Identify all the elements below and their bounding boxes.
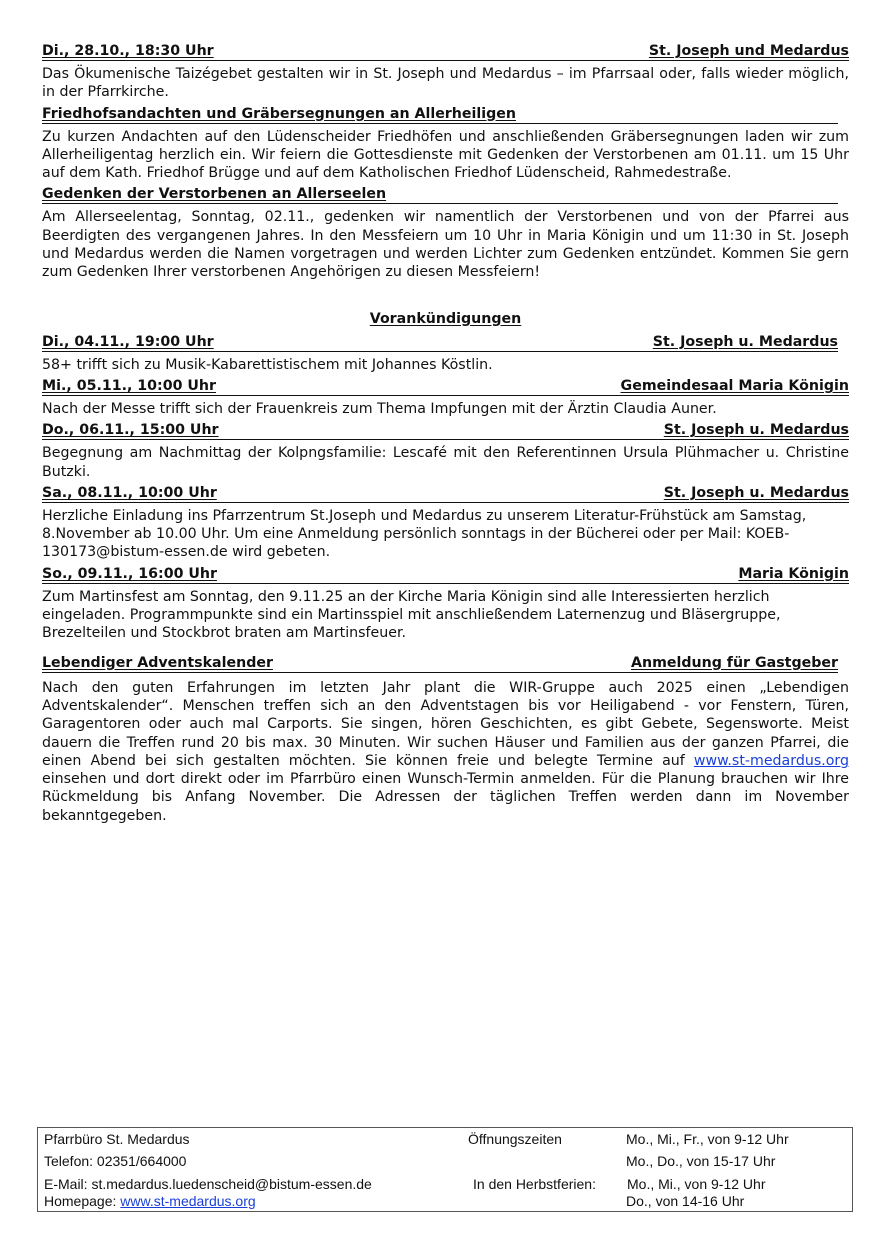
announcement-header — [42, 484, 849, 503]
announcement-text: Begegnung am Nachmittag der Kolpngsfamilie: Lescafé mit den Referentinnen Ursula Plühmacher u. Christine Butzki. — [42, 445, 849, 480]
advent-text-after: einsehen und dort direkt oder im Pfarrbüro einen Wunsch-Termin anmelden. Für die Planung brauchen wir Ihre Rückmeldung bis Anfang November. Die Adressen der täglichen Treffen werden dann im November bekanntgegeben. — [42, 771, 849, 824]
section-text: Am Allerseelentag, Sonntag, 02.11., gedenken wir namentlich der Verstorbenen und von der Pfarrei aus Beerdigten des vergangenen Jahres. In den Messfeiern um 10 Uhr in Maria Königin und um 11:30 in St. Joseph und Medardus werden die Namen vorgetragen und werden Lichter zum Gedenken entzündet. Kommen Sie gern zum Gedenken Ihrer verstorbenen Angehörigen zu diesen Messfeiern! — [42, 209, 849, 281]
advent-text-before: Nach den guten Erfahrungen im letzten Jahr plant die WIR-Gruppe auch 2025 einen „Lebendigen Adventskalender“. Menschen treffen sich an den Adventstagen bis vor Heiligabend - vor Fenstern, Türen, Garagentoren oder auch mal Carports. Sie singen, hören Geschichten, es gibt Gebete, Segensworte. Meist dauern die Treffen rund 20 bis max. 30 Minuten. Wir suchen Häuser und Familien aus der ganzen Pfarrei, die einen Abend bei sich gestalten möchten. Sie können freie und belegte Termine auf — [42, 679, 849, 769]
newsletter-page — [42, 42, 849, 828]
announcement-location: Maria Königin — [738, 565, 849, 582]
event-description: Das Ökumenische Taizégebet gestalten wir in St. Joseph und Medardus – im Pfarrsaal oder, falls wieder möglich, in der Pfarrkirche. — [42, 66, 849, 101]
announcement-text: Nach der Messe trifft sich der Frauenkreis zum Thema Impfungen mit der Ärztin Claudia Auner. — [42, 400, 717, 417]
announcements-title: Vorankündigungen — [369, 310, 522, 327]
announcement-location: St. Joseph u. Medardus — [663, 484, 849, 501]
hours-line-2: Mo., Do., von 15-17 Uhr — [626, 1153, 776, 1169]
homepage-label: Homepage: — [44, 1193, 121, 1209]
advent-text — [42, 679, 849, 825]
holiday-line-2: Do., von 14-16 Uhr — [626, 1193, 745, 1209]
event-header — [42, 42, 849, 61]
announcement-text: 58+ trifft sich zu Musik-Kabarettistischem mit Johannes Köstlin. — [42, 356, 493, 373]
advent-header — [42, 654, 838, 673]
holiday-label: In den Herbstferien: — [473, 1176, 596, 1192]
announcement-date: Mi., 05.11., 10:00 Uhr — [42, 377, 217, 394]
event-location: St. Joseph und Medardus — [648, 43, 849, 59]
section-header — [42, 105, 838, 124]
section-header — [42, 185, 838, 204]
advent-title: Lebendiger Adventskalender — [42, 654, 273, 671]
homepage-line — [44, 1193, 256, 1209]
homepage-link[interactable]: www.st-medardus.org — [120, 1193, 256, 1209]
announcement-header — [42, 421, 849, 440]
section-title: Gedenken der Verstorbenen an Allerseelen — [42, 186, 387, 203]
hours-label: Öffnungszeiten — [468, 1131, 562, 1147]
website-link[interactable]: www.st-medardus.org — [693, 752, 849, 769]
email-address: E-Mail: st.medardus.luedenscheid@bistum-essen.de — [44, 1176, 372, 1192]
announcement-date: Di., 04.11., 19:00 Uhr — [42, 333, 214, 350]
announcement-location: St. Joseph u. Medardus — [663, 422, 849, 439]
announcement-text: Zum Martinsfest am Sonntag, den 9.11.25 an der Kirche Maria Königin sind alle Interessierten herzlich eingeladen. Programmpunkte sind ein Martinsspiel mit anschließendem Laternenzug und Bläsergruppe, Brezelteilen und Stockbrot braten am Martinsfeuer. — [42, 588, 781, 642]
announcement-header — [42, 333, 838, 352]
hours-line-1: Mo., Mi., Fr., von 9-12 Uhr — [626, 1131, 789, 1147]
section-title: Friedhofsandachten und Gräbersegnungen an Allerheiligen — [42, 105, 516, 122]
phone-number: Telefon: 02351/664000 — [44, 1153, 187, 1169]
section-text: Zu kurzen Andachten auf den Lüdenscheider Friedhöfen und anschließenden Gräbersegnungen laden wir zum Allerheiligentag herzlich ein. Wir feiern die Gottesdienste mit Gedenken der Verstorbenen am 01.11. um 15 Uhr auf dem Kath. Friedhof Brügge und auf dem Katholischen Friedhof Lüdenscheid, Rahmedestraße. — [42, 128, 849, 182]
announcement-header — [42, 565, 849, 584]
announcement-location: St. Joseph u. Medardus — [652, 333, 838, 350]
announcement-date: So., 09.11., 16:00 Uhr — [42, 565, 217, 582]
announcement-header — [42, 377, 849, 396]
advent-subtitle: Anmeldung für Gastgeber — [630, 654, 838, 671]
announcement-text: Herzliche Einladung ins Pfarrzentrum St.Joseph und Medardus zu unserem Literatur-Frühstück am Samstag, 8.November ab 10.00 Uhr. Um eine Anmeldung persönlich sonntags in der Bücherei oder per Mail: KOEB-130173@bistum-essen.de wird gebeten. — [42, 507, 807, 561]
announcement-date: Do., 06.11., 15:00 Uhr — [42, 422, 219, 439]
announcement-location: Gemeindesaal Maria Königin — [620, 377, 849, 394]
holiday-line-1: Mo., Mi., von 9-12 Uhr — [627, 1176, 766, 1192]
contact-footer — [37, 1127, 853, 1212]
announcement-date: Sa., 08.11., 10:00 Uhr — [42, 484, 217, 501]
office-name: Pfarrbüro St. Medardus — [44, 1131, 190, 1147]
event-date: Di., 28.10., 18:30 Uhr — [42, 43, 214, 59]
